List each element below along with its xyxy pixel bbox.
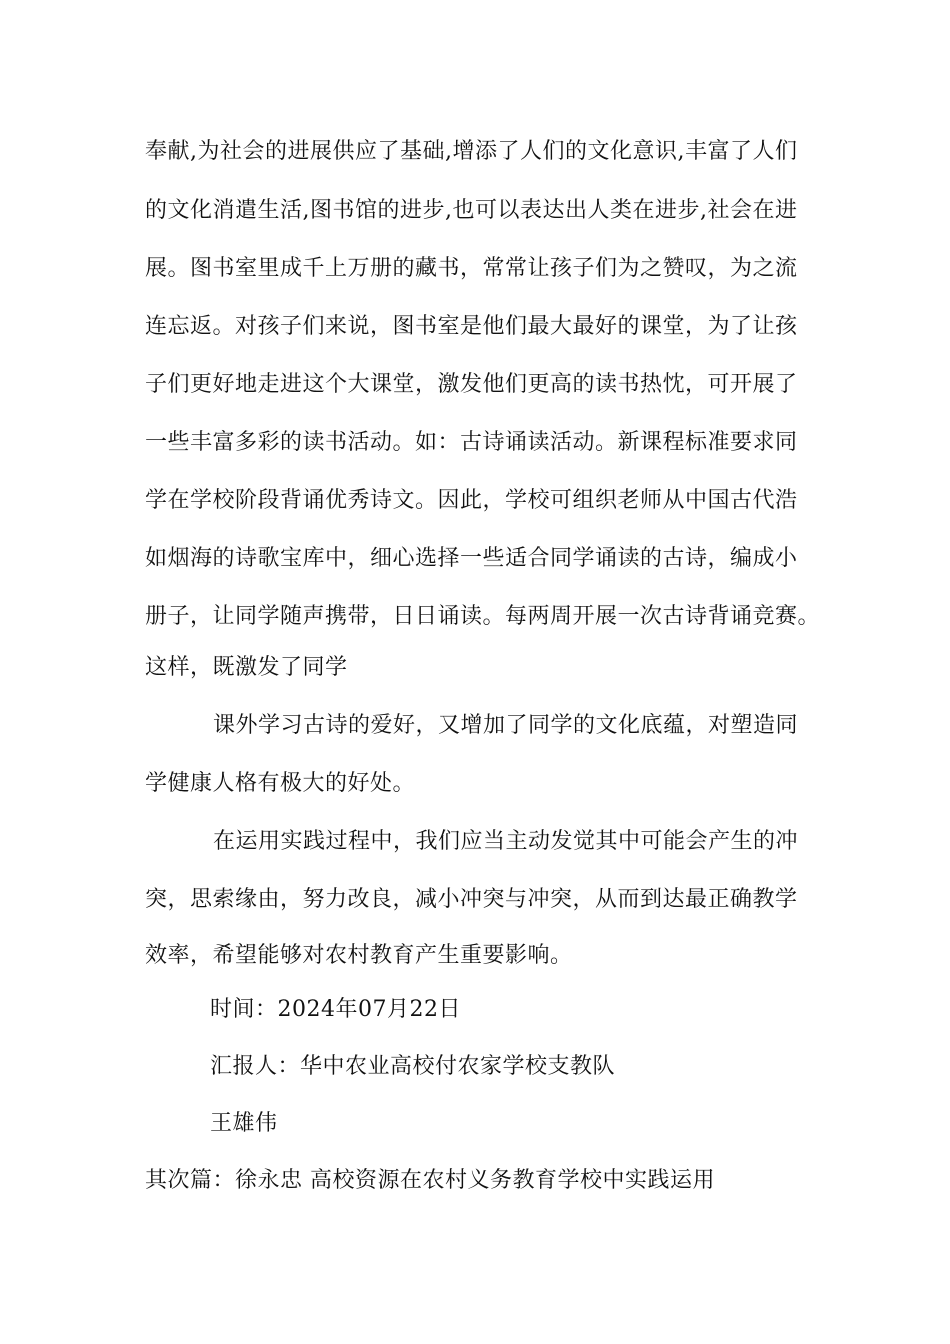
paragraph-1-line-8: 如烟海的诗歌宝库中，细心选择一些适合同学诵读的古诗，编成小 <box>145 546 798 571</box>
paragraph-1-line-6: 一些丰富多彩的读书活动。如：古诗诵读活动。新课程标准要求同 <box>145 430 798 455</box>
paragraph-1-line-9: 册子，让同学随声携带，日日诵读。每两周开展一次古诗背诵竞赛。 <box>145 604 821 629</box>
paragraph-1-line-4: 连忘返。对孩子们来说，图书室是他们最大最好的课堂，为了让孩 <box>145 314 798 339</box>
reporter-line: 汇报人：华中农业高校付农家学校支教队 <box>210 1054 616 1079</box>
paragraph-3-line-2: 突，思索缘由，努力改良，减小冲突与冲突，从而到达最正确教学 <box>145 887 798 912</box>
paragraph-1-line-7: 学在学校阶段背诵优秀诗文。因此，学校可组织老师从中国古代浩 <box>145 488 798 513</box>
paragraph-2-line-2: 学健康人格有极大的好处。 <box>145 771 416 796</box>
paragraph-1-line-2: 的文化消遣生活,图书馆的进步,也可以表达出人类在进步,社会在进 <box>145 198 798 223</box>
paragraph-2-line-1: 课外学习古诗的爱好，又增加了同学的文化底蕴，对塑造同 <box>213 713 799 738</box>
paragraph-3-line-1: 在运用实践过程中，我们应当主动发觉其中可能会产生的冲 <box>213 829 799 854</box>
reporter-name: 王雄伟 <box>210 1111 278 1136</box>
paragraph-1-line-3: 展。图书室里成千上万册的藏书，常常让孩子们为之赞叹，为之流 <box>145 256 798 281</box>
paragraph-1-line-1: 奉献,为社会的进展供应了基础,增添了人们的文化意识,丰富了人们 <box>145 139 798 164</box>
paragraph-1-line-5: 子们更好地走进这个大课堂，激发他们更高的读书热忱，可开展了 <box>145 372 798 397</box>
date-line: 时间：2024年07月22日 <box>210 997 461 1022</box>
next-section-title: 其次篇：徐永忠 高校资源在农村义务教育学校中实践运用 <box>145 1168 715 1193</box>
paragraph-1-line-10: 这样，既激发了同学 <box>145 655 348 680</box>
paragraph-3-line-3: 效率，希望能够对农村教育产生重要影响。 <box>145 943 573 968</box>
